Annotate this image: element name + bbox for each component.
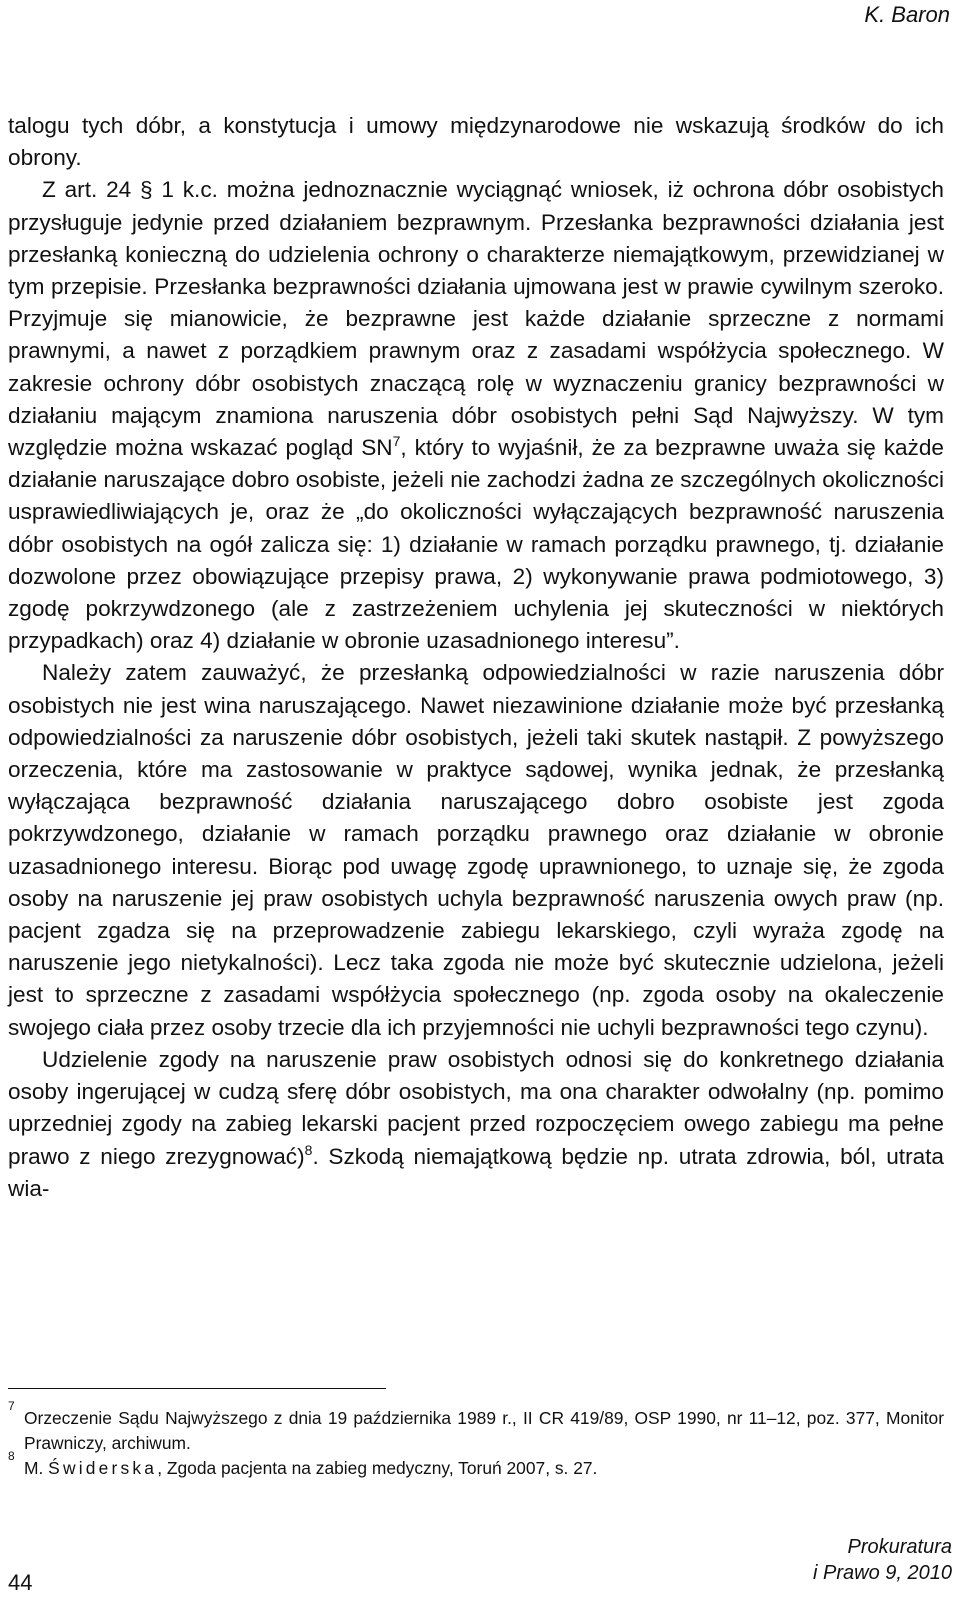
paragraph-2-text-b: , który to wyjaśnił, że za bezprawne uważa się każde działanie naruszające dobro osobiste, jeżeli nie zachodzi żadna ze szczególnych okoliczności usprawiedliwiających je, oraz że „do okoliczności wyłączających bezprawność naruszenia dóbr osobistych na ogół zalicza się: 1) działanie w ramach porządku prawnego, tj. działanie dozwolone przez obowiązujące przepisy prawa, 2) wykonywanie prawa podmiotowego, 3) zgodę pokrzywdzonego (ale z zastrzeżeniem uchylenia jej skuteczności w niektórych przypadkach) oraz 4) działanie w obronie uzasadnionego interesu”.: [8, 435, 944, 654]
paragraph-4: [8, 1044, 944, 1205]
footnote-ref-7: 7: [392, 433, 401, 450]
footnote-number: 8: [8, 1449, 15, 1463]
page-number: 44: [8, 1570, 33, 1595]
paragraph-1: talogu tych dóbr, a konstytucja i umowy międzynarodowe nie wskazują środków do ich obrony.: [8, 113, 944, 171]
footnote-text-prefix: M.: [24, 1458, 49, 1478]
footnote-text-suffix: , Zgoda pacjenta na zabieg medyczny, Toruń 2007, s. 27.: [157, 1458, 598, 1478]
running-header-author: K. Baron: [864, 2, 950, 27]
footnote-ref-8: 8: [304, 1141, 313, 1158]
paragraph-2: [8, 174, 944, 657]
footnote-text: Orzeczenie Sądu Najwyższego z dnia 19 października 1989 r., II CR 419/89, OSP 1990, nr 11–12, poz. 377, Monitor Prawniczy, archiwum.: [24, 1408, 944, 1453]
footnote-separator: [8, 1388, 386, 1389]
footnote-number: 7: [8, 1399, 15, 1413]
main-text: [8, 110, 944, 1205]
journal-issue: i Prawo 9, 2010: [813, 1562, 952, 1584]
paragraph-4-text-b: . Szkodą niemajątkową będzie np. utrata zdrowia, ból, utrata wia-: [8, 1143, 944, 1201]
footnotes: [8, 1399, 944, 1481]
journal-title: Prokuratura: [847, 1536, 952, 1558]
footnote-8: [8, 1449, 944, 1481]
paragraph-2-text-a: Z art. 24 § 1 k.c. można jednoznacznie wyciągnąć wniosek, iż ochrona dóbr osobistych przysługuje jedynie przed działaniem bezprawnym. Przesłanka bezprawności działania jest przesłanką konieczną do udzielenia ochrony o charakterze niemajątkowym, przewidzianej w tym przepisie. Przesłanka bezprawności działania ujmowana jest w prawie cywilnym szeroko. Przyjmuje się mianowicie, że bezprawne jest każde działanie sprzeczne z normami prawnymi, a nawet z porządkiem prawnym oraz z zasadami współżycia społecznego. W zakresie ochrony dóbr osobistych znaczącą rolę w wyznaczeniu granicy bezprawności w działaniu mającym znamiona naruszenia dóbr osobistych pełni Sąd Najwyższy. W tym względzie można wskazać pogląd SN: [8, 177, 944, 461]
footnote-author: Świderska: [48, 1458, 158, 1478]
paragraph-4-text-a: Udzielenie zgody na naruszenie praw osobistych odnosi się do konkretnego działania osoby ingerującej w cudzą sferę dóbr osobistych, ma ona charakter odwołalny (np. pomimo uprzedniej zgody na zabieg lekarski pacjent przed rozpoczęciem owego zabiegu ma pełne prawo z niego zrezygnować): [8, 1046, 944, 1169]
footnote-7: [8, 1399, 944, 1456]
paragraph-3: Należy zatem zauważyć, że przesłanką odpowiedzialności w razie naruszenia dóbr osobistych nie jest wina naruszającego. Nawet niezawinione działanie może być przesłanką odpowiedzialności za naruszenie dóbr osobistych, jeżeli taki skutek nastąpił. Z powyższego orzeczenia, które ma zastosowanie w praktyce sądowej, wynika jednak, że przesłanką wyłączająca bezprawność działania naruszającego dobro osobiste jest zgoda pokrzywdzonego, działanie w ramach porządku prawnego oraz działanie w obronie uzasadnionego interesu. Biorąc pod uwagę zgodę uprawnionego, to uznaje się, że zgoda osoby na naruszenie jej praw osobistych uchyla bezprawność naruszenia owych praw (np. pacjent zgadza się na przeprowadzenie zabiegu lekarskiego, czyli wyraża zgodę na naruszenie jego nietykalności). Lecz taka zgoda nie może być skutecznie udzielona, jeżeli jest to sprzeczne z zasadami współżycia społecznego (np. zgoda osoby na okaleczenie swojego ciała przez osoby trzecie dla ich przyjemności nie uchyli bezprawności tego czynu).: [8, 660, 944, 1040]
journal-footer: [813, 1534, 952, 1586]
